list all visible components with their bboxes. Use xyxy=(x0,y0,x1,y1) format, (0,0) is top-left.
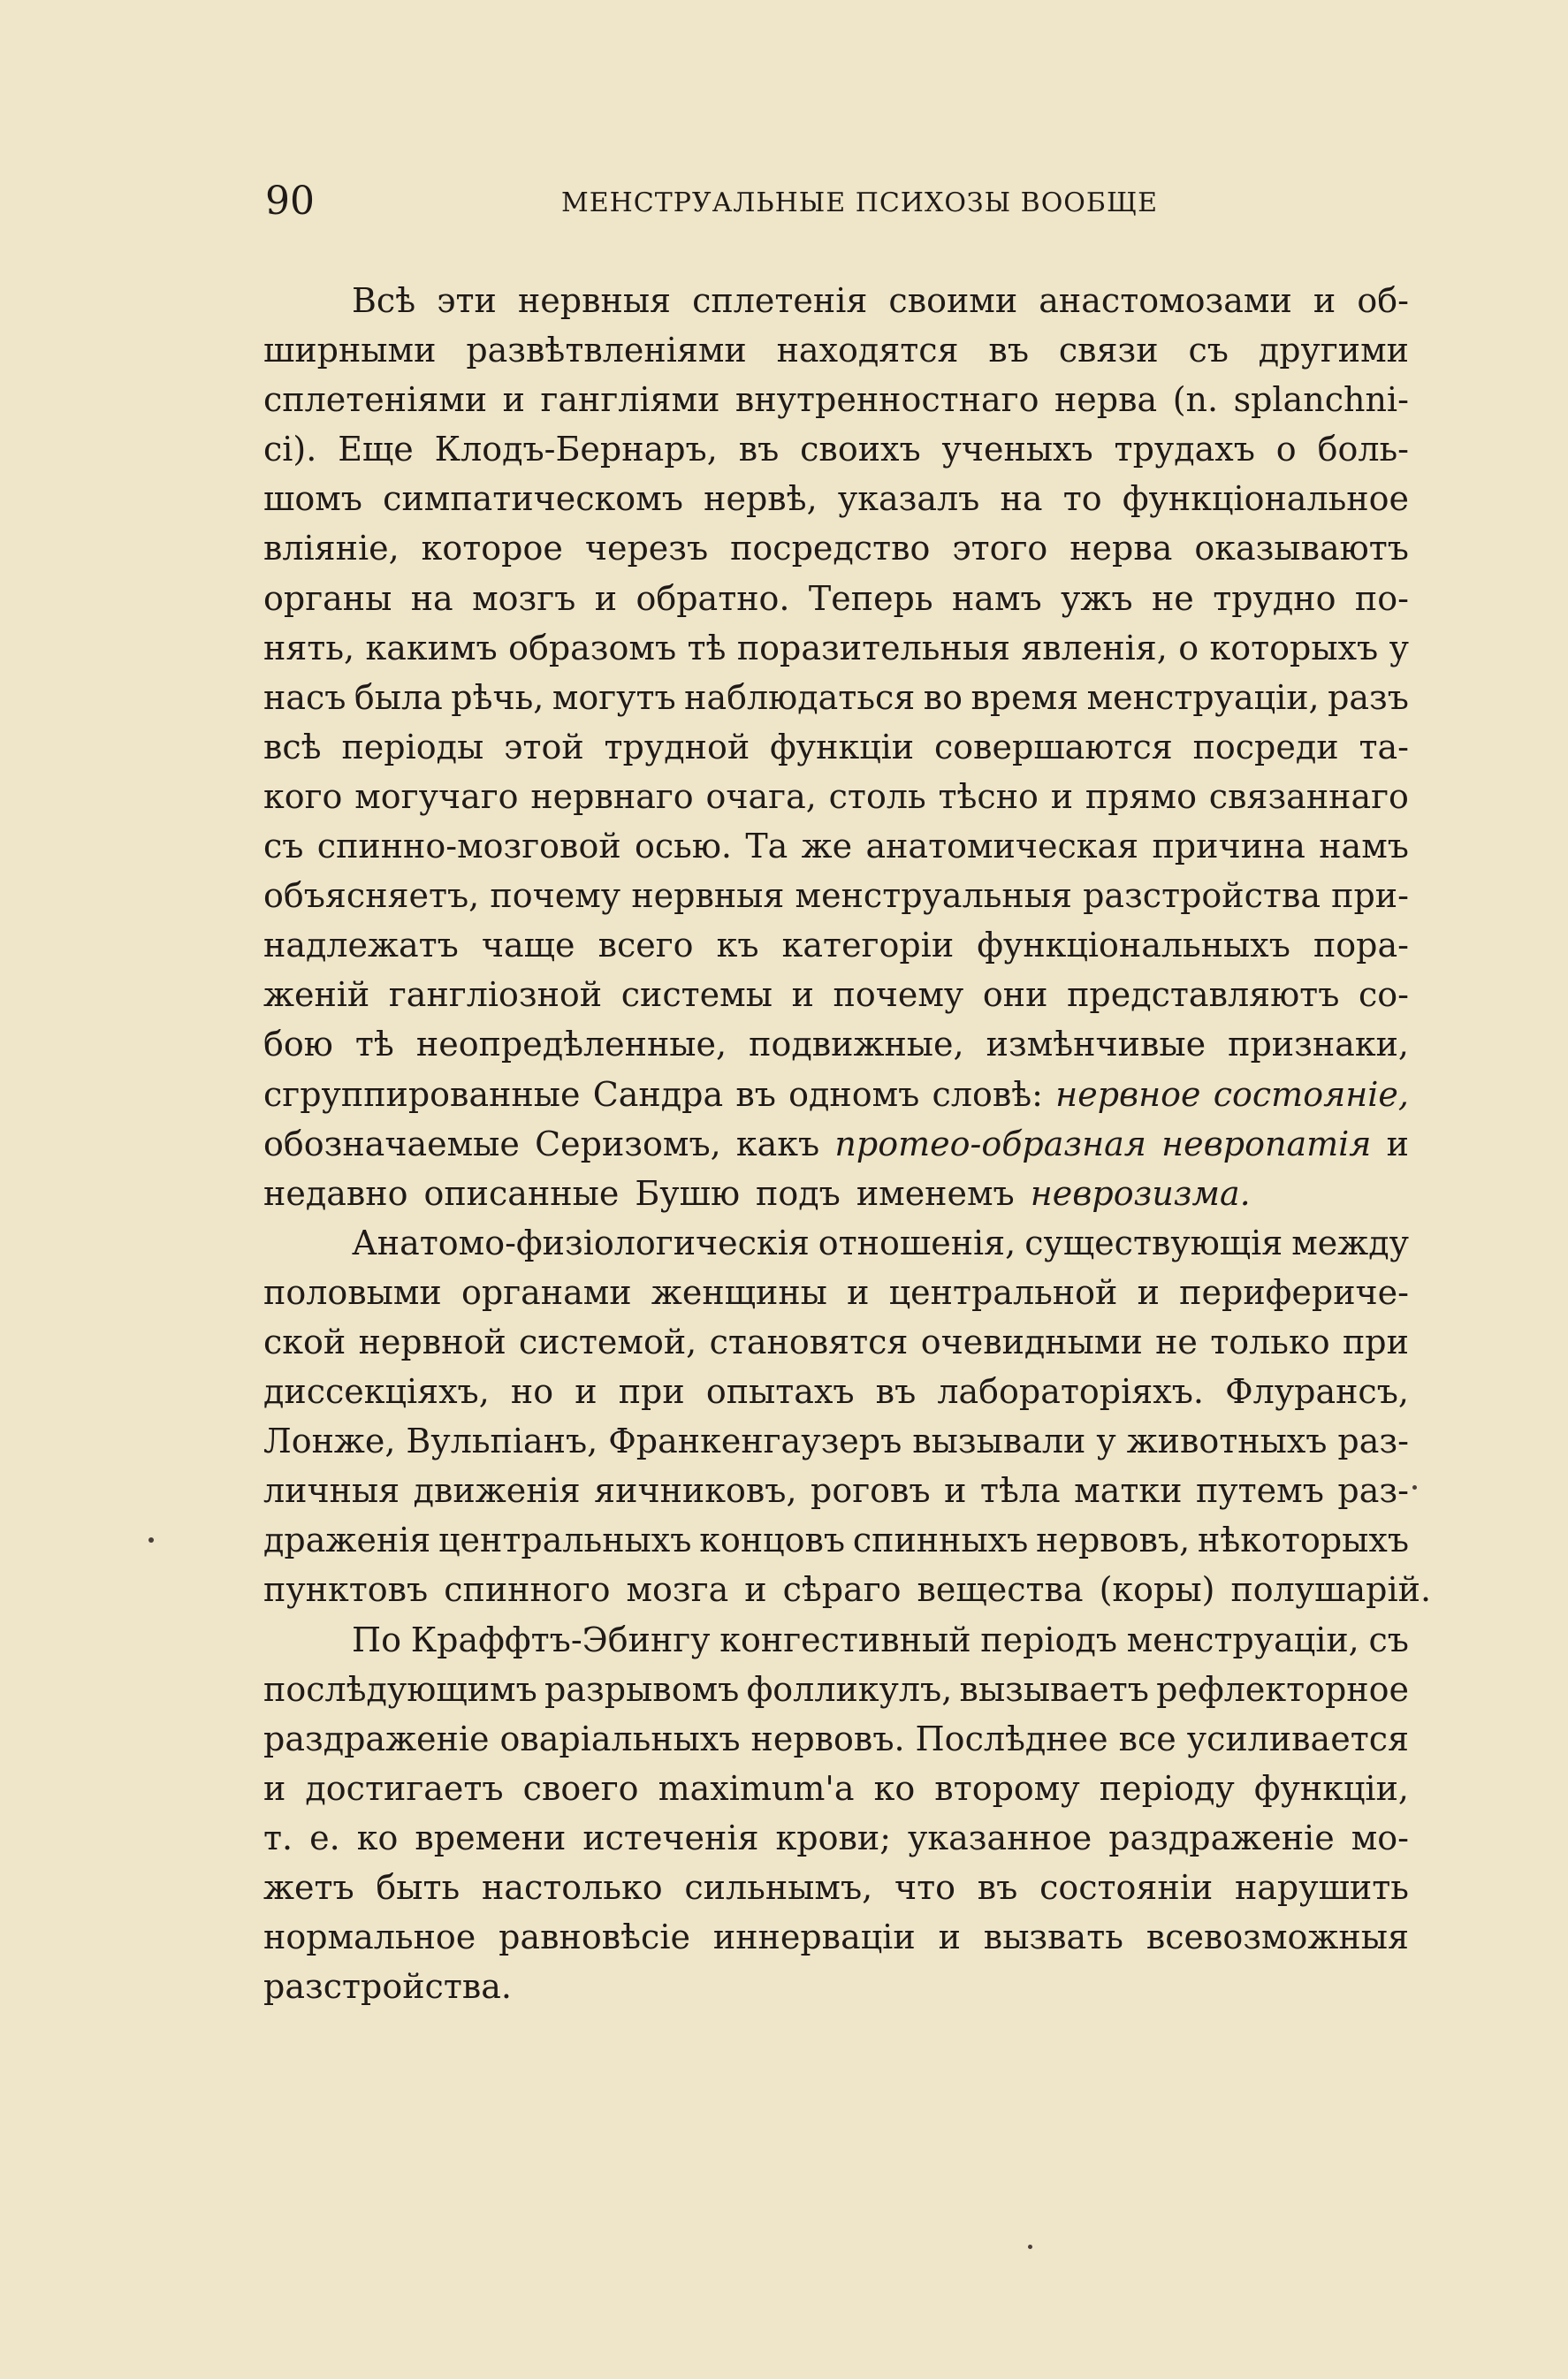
word: подвижные, xyxy=(749,1025,964,1064)
word: они xyxy=(982,975,1048,1015)
word: и xyxy=(575,1372,598,1412)
word: объясняетъ, xyxy=(263,876,480,916)
text-line xyxy=(263,1962,1409,2011)
word: центральныхъ xyxy=(438,1521,692,1560)
text-line xyxy=(263,1863,1409,1912)
word: Еще xyxy=(338,430,414,469)
word: боль- xyxy=(1317,430,1409,469)
word: состояніе, xyxy=(1213,1074,1409,1114)
word: нервнаго xyxy=(530,776,694,816)
word: системой, xyxy=(518,1322,697,1361)
word: и xyxy=(1137,1272,1160,1312)
word: могутъ xyxy=(552,677,676,717)
text-line xyxy=(263,1615,1409,1665)
word: сильнымъ, xyxy=(684,1868,873,1907)
word: менструаціи, xyxy=(1126,1620,1359,1659)
word: у xyxy=(1096,1422,1116,1461)
word: періоду xyxy=(1099,1768,1235,1808)
word: могучаго xyxy=(354,776,519,816)
word: достигаетъ xyxy=(305,1768,504,1808)
word: равновѣсіе xyxy=(499,1918,690,1957)
word: Серизомъ, xyxy=(535,1124,721,1163)
word: драженія xyxy=(263,1521,431,1560)
word: одномъ xyxy=(788,1074,920,1114)
text-line xyxy=(263,871,1409,920)
word: органы xyxy=(263,578,392,618)
word: вызываетъ xyxy=(959,1669,1149,1709)
word: гангліями xyxy=(540,380,720,420)
word: симпатическомъ xyxy=(383,479,683,519)
word: въ xyxy=(875,1372,917,1412)
word: раз- xyxy=(1337,1422,1409,1461)
word: ко xyxy=(356,1818,399,1857)
word: связи xyxy=(1058,331,1159,370)
word: нѣкоторыхъ xyxy=(1198,1521,1409,1560)
word: опытахъ xyxy=(705,1372,855,1412)
word: Лонже, xyxy=(263,1422,396,1461)
word: съ xyxy=(1188,331,1229,370)
word: об- xyxy=(1357,281,1409,320)
word: именемъ xyxy=(856,1173,1015,1213)
word: связаннаго xyxy=(1208,776,1409,816)
word: въ xyxy=(988,331,1029,370)
word: неврозизма. xyxy=(1030,1173,1251,1213)
word: всевозможныя xyxy=(1146,1918,1409,1957)
word: ко xyxy=(873,1768,916,1808)
word: указалъ xyxy=(837,479,980,519)
word: ской xyxy=(263,1322,346,1361)
text-line xyxy=(263,623,1409,673)
word: половыми xyxy=(263,1272,442,1312)
word: maximum'а xyxy=(658,1768,855,1808)
word: обратно. xyxy=(636,578,790,618)
word: фолликулъ, xyxy=(746,1669,953,1709)
word: кого xyxy=(263,776,343,816)
word: Всѣ xyxy=(352,281,416,320)
word: отношенія, xyxy=(818,1223,1016,1262)
word: не xyxy=(1151,578,1194,618)
word: періоды xyxy=(341,727,484,766)
word: была xyxy=(354,677,443,717)
word: какимъ xyxy=(365,628,498,667)
word: что xyxy=(894,1868,955,1907)
word: но xyxy=(510,1372,554,1412)
word: е. xyxy=(309,1818,340,1857)
running-title: МЕНСТРУАЛЬНЫЕ ПСИХОЗЫ ВООБЩЕ xyxy=(561,187,1159,218)
text-line xyxy=(263,1515,1409,1565)
text-line xyxy=(263,1367,1409,1416)
word: столь xyxy=(828,776,926,816)
word: функціи, xyxy=(1253,1768,1409,1808)
word: почему xyxy=(833,975,964,1015)
word: надлежатъ xyxy=(263,926,459,965)
word: своими xyxy=(888,281,1018,320)
text-line xyxy=(263,574,1409,623)
word: системы xyxy=(620,975,773,1015)
word: намъ xyxy=(1319,827,1409,866)
word: обозначаемые xyxy=(263,1124,520,1163)
word: Бушю xyxy=(635,1173,741,1213)
word: раздраженіе xyxy=(1108,1818,1335,1857)
word: функціи xyxy=(770,727,915,766)
word: настолько xyxy=(482,1868,663,1907)
word: раз- xyxy=(1337,1471,1409,1511)
word: ужъ xyxy=(1061,578,1133,618)
word: категоріи xyxy=(781,926,955,965)
word: все xyxy=(1118,1719,1176,1758)
word: и xyxy=(944,1471,967,1511)
word: матки xyxy=(1074,1471,1183,1511)
word: посреди xyxy=(1192,727,1339,766)
word: путемъ xyxy=(1195,1471,1324,1511)
word: и xyxy=(1386,1124,1409,1163)
word: этой xyxy=(504,727,584,766)
text-line xyxy=(263,1764,1409,1813)
word: въ xyxy=(735,1074,776,1114)
word: разстройства xyxy=(1083,876,1321,916)
word: при- xyxy=(1331,876,1409,916)
word: къ xyxy=(716,926,759,965)
word: тѣсно xyxy=(938,776,1039,816)
word: тѣ xyxy=(687,628,727,667)
word: описанные xyxy=(423,1173,620,1213)
word: нарушить xyxy=(1234,1868,1409,1907)
word: мозгъ xyxy=(472,578,576,618)
word: женій xyxy=(263,975,370,1015)
word: Послѣднее xyxy=(915,1719,1108,1758)
word: недавно xyxy=(263,1173,408,1213)
word: усиливается xyxy=(1186,1719,1409,1758)
text-line xyxy=(263,1714,1409,1764)
word: въ xyxy=(738,430,780,469)
word: съ xyxy=(263,827,304,866)
word: послѣдующимъ xyxy=(263,1669,537,1709)
word: вліяніе, xyxy=(263,529,400,568)
text-line xyxy=(263,1912,1409,1962)
word: разъ xyxy=(1328,677,1409,717)
word: признаки, xyxy=(1228,1025,1409,1064)
word: второму xyxy=(934,1768,1080,1808)
text-line xyxy=(263,1665,1409,1714)
word: (коры) xyxy=(1099,1570,1215,1610)
word: рѣчь, xyxy=(451,677,544,717)
word: трудной xyxy=(604,727,750,766)
word: другими xyxy=(1258,331,1409,370)
word: при xyxy=(618,1372,685,1412)
word: функціональное xyxy=(1122,479,1409,519)
word: всего xyxy=(598,926,694,965)
word: и xyxy=(502,380,525,420)
word: и xyxy=(594,578,618,618)
word: менструаціи, xyxy=(1086,677,1320,717)
word: и xyxy=(263,1768,286,1808)
text-line xyxy=(263,821,1409,871)
word: сгруппированные xyxy=(263,1074,581,1114)
word: по- xyxy=(1354,578,1409,618)
word: время xyxy=(970,677,1079,717)
word: находятся xyxy=(776,331,959,370)
word: не xyxy=(1155,1322,1198,1361)
word: мозга xyxy=(626,1570,729,1610)
word: указанное xyxy=(908,1818,1092,1857)
word: Франкенгаузеръ xyxy=(608,1422,902,1461)
word: пунктовъ xyxy=(263,1570,429,1610)
word: въ xyxy=(977,1868,1018,1907)
word: своихъ xyxy=(800,430,921,469)
word: и xyxy=(1313,281,1336,320)
word: поразительныя xyxy=(736,628,1010,667)
text-line xyxy=(263,1268,1409,1317)
word: тѣла xyxy=(979,1471,1061,1511)
word: словѣ: xyxy=(932,1074,1043,1114)
word: неопредѣленные, xyxy=(415,1025,727,1064)
word: протео-образная xyxy=(834,1124,1146,1163)
word: шомъ xyxy=(263,479,362,519)
text-line xyxy=(263,424,1409,474)
word: сѣраго xyxy=(782,1570,902,1610)
word: осью. xyxy=(634,827,732,866)
text-line xyxy=(263,375,1409,424)
word: вызвать xyxy=(983,1918,1123,1957)
word: сплетенія xyxy=(692,281,868,320)
word: то xyxy=(1062,479,1102,519)
word: и xyxy=(1050,776,1074,816)
word: Краффтъ-Эбингу xyxy=(410,1620,711,1659)
word: По xyxy=(352,1620,402,1659)
word: Та xyxy=(745,827,788,866)
text-line xyxy=(263,1317,1409,1367)
word: чаще xyxy=(481,926,575,965)
body-text xyxy=(263,276,1432,2011)
word: очага, xyxy=(705,776,817,816)
print-speck xyxy=(148,1537,154,1543)
word: оказываютъ xyxy=(1194,529,1409,568)
text-line xyxy=(263,1070,1409,1119)
word: менструальныя xyxy=(795,876,1072,916)
word: о xyxy=(1178,628,1199,667)
word: нервѣ, xyxy=(704,479,818,519)
word: раздраженіе xyxy=(263,1719,490,1758)
word: органами xyxy=(461,1272,632,1312)
word: оваріальныхъ xyxy=(499,1719,741,1758)
word: жетъ xyxy=(263,1868,354,1907)
word: (n. xyxy=(1172,380,1219,420)
word: трудно xyxy=(1213,578,1336,618)
word: анатомическая xyxy=(865,827,1139,866)
word: спинно-мозговой xyxy=(316,827,621,866)
word: между xyxy=(1291,1223,1409,1262)
word: почему xyxy=(490,876,621,916)
word: лабораторіяхъ. xyxy=(937,1372,1204,1412)
word: явленія, xyxy=(1021,628,1168,667)
word: мо- xyxy=(1351,1818,1409,1857)
word: функціональныхъ xyxy=(977,926,1290,965)
word: трудахъ xyxy=(1114,430,1255,469)
word: нормальное xyxy=(263,1918,476,1957)
text-line xyxy=(263,1565,1432,1614)
text-line xyxy=(263,325,1409,375)
word: ширными xyxy=(263,331,437,370)
word: во xyxy=(923,677,963,717)
text-line xyxy=(263,474,1409,523)
word: центральной xyxy=(888,1272,1118,1312)
word: Вульпіанъ, xyxy=(406,1422,598,1461)
word: нервныя xyxy=(517,281,672,320)
word: Клодъ-Бернаръ, xyxy=(434,430,718,469)
word: анастомозами xyxy=(1039,281,1292,320)
word: нервовъ. xyxy=(750,1719,905,1758)
word: женщины xyxy=(651,1272,827,1312)
word: splanchni- xyxy=(1233,380,1409,420)
word: вызывали xyxy=(912,1422,1086,1461)
word: совершаются xyxy=(933,727,1173,766)
word: своего xyxy=(522,1768,639,1808)
word: диссекціяхъ, xyxy=(263,1372,490,1412)
text-line xyxy=(263,1466,1409,1515)
word: быть xyxy=(376,1868,461,1907)
text-line xyxy=(263,920,1409,970)
word: о xyxy=(1275,430,1297,469)
word: нерва xyxy=(1069,529,1173,568)
print-speck xyxy=(1028,2245,1032,2249)
word: времени xyxy=(415,1818,567,1857)
word: Анатомо-физіологическія xyxy=(352,1223,810,1262)
word: и xyxy=(938,1918,961,1957)
word: Теперь xyxy=(808,578,933,618)
word: и xyxy=(744,1570,767,1610)
text-line xyxy=(263,1119,1409,1169)
page-number: 90 xyxy=(265,179,315,224)
word: у xyxy=(1389,628,1409,667)
word: спинного xyxy=(444,1570,611,1610)
word: полушарій. xyxy=(1230,1570,1432,1610)
word: перифериче- xyxy=(1179,1272,1409,1312)
word: нять, xyxy=(263,628,355,667)
word: этого xyxy=(952,529,1048,568)
word: личныя xyxy=(263,1471,400,1511)
word: причина xyxy=(1152,827,1305,866)
word: на xyxy=(410,578,453,618)
word: съ xyxy=(1368,1620,1409,1659)
word: движенія xyxy=(413,1471,581,1511)
word: животныхъ xyxy=(1126,1422,1328,1461)
word: періодъ xyxy=(980,1620,1118,1659)
word: состояніи xyxy=(1039,1868,1214,1907)
word: насъ xyxy=(263,677,346,717)
word: существующія xyxy=(1024,1223,1283,1262)
text-line xyxy=(263,722,1409,772)
word: сплетеніями xyxy=(263,380,488,420)
word: иннерваціи xyxy=(712,1918,916,1957)
word: при xyxy=(1342,1322,1409,1361)
word: которыхъ xyxy=(1209,628,1379,667)
word: внутренностнаго xyxy=(735,380,1039,420)
word: же xyxy=(801,827,853,866)
word: представляютъ xyxy=(1067,975,1340,1015)
word: нерва xyxy=(1054,380,1158,420)
text-line xyxy=(263,1416,1409,1466)
word: нервной xyxy=(358,1322,506,1361)
word: подъ xyxy=(756,1173,841,1213)
word: концовъ xyxy=(699,1521,846,1560)
word: ученыхъ xyxy=(941,430,1093,469)
text-line xyxy=(263,1813,1409,1863)
word: разрывомъ xyxy=(544,1669,740,1709)
word: конгестивный xyxy=(719,1620,971,1659)
text-line xyxy=(263,1019,1409,1069)
word: образомъ xyxy=(508,628,677,667)
word: и xyxy=(791,975,814,1015)
word: становятся xyxy=(709,1322,909,1361)
word: разстройства. xyxy=(263,1967,512,2007)
word: эти xyxy=(437,281,497,320)
word: крови; xyxy=(775,1818,891,1857)
word: черезъ xyxy=(584,529,709,568)
word: спинныхъ xyxy=(852,1521,1029,1560)
word: со- xyxy=(1359,975,1409,1015)
word: роговъ xyxy=(811,1471,931,1511)
word: и xyxy=(847,1272,870,1312)
text-line xyxy=(263,1218,1409,1268)
word: наблюдаться xyxy=(684,677,916,717)
word: нервное xyxy=(1055,1074,1201,1114)
word: пора- xyxy=(1313,926,1409,965)
word: какъ xyxy=(735,1124,820,1163)
text-line xyxy=(263,276,1409,325)
word: яичниковъ, xyxy=(594,1471,797,1511)
word: на xyxy=(1000,479,1043,519)
text-line xyxy=(263,1169,1409,1218)
word: нервовъ, xyxy=(1036,1521,1191,1560)
word: очевидными xyxy=(920,1322,1143,1361)
word: Сандра xyxy=(592,1074,724,1114)
word: рефлекторное xyxy=(1156,1669,1409,1709)
print-speck xyxy=(1412,1485,1417,1490)
word: посредство xyxy=(730,529,931,568)
word: прямо xyxy=(1085,776,1197,816)
word: ci). xyxy=(263,430,317,469)
word: нервныя xyxy=(631,876,785,916)
word: развѣтвленіями xyxy=(466,331,747,370)
word: истеченія xyxy=(582,1818,759,1857)
word: которое xyxy=(421,529,563,568)
word: бою xyxy=(263,1025,333,1064)
word: тѣ xyxy=(354,1025,394,1064)
word: измѣнчивые xyxy=(986,1025,1206,1064)
text-line xyxy=(263,970,1409,1019)
word: т. xyxy=(263,1818,293,1857)
word: только xyxy=(1210,1322,1330,1361)
text-line xyxy=(263,673,1409,722)
text-line xyxy=(263,523,1409,573)
word: та- xyxy=(1359,727,1409,766)
word: всѣ xyxy=(263,727,322,766)
text-line xyxy=(263,772,1409,821)
word: гангліозной xyxy=(388,975,603,1015)
word: невропатія xyxy=(1161,1124,1372,1163)
word: Флурансъ, xyxy=(1225,1372,1409,1412)
word: вещества xyxy=(917,1570,1084,1610)
word: намъ xyxy=(951,578,1042,618)
